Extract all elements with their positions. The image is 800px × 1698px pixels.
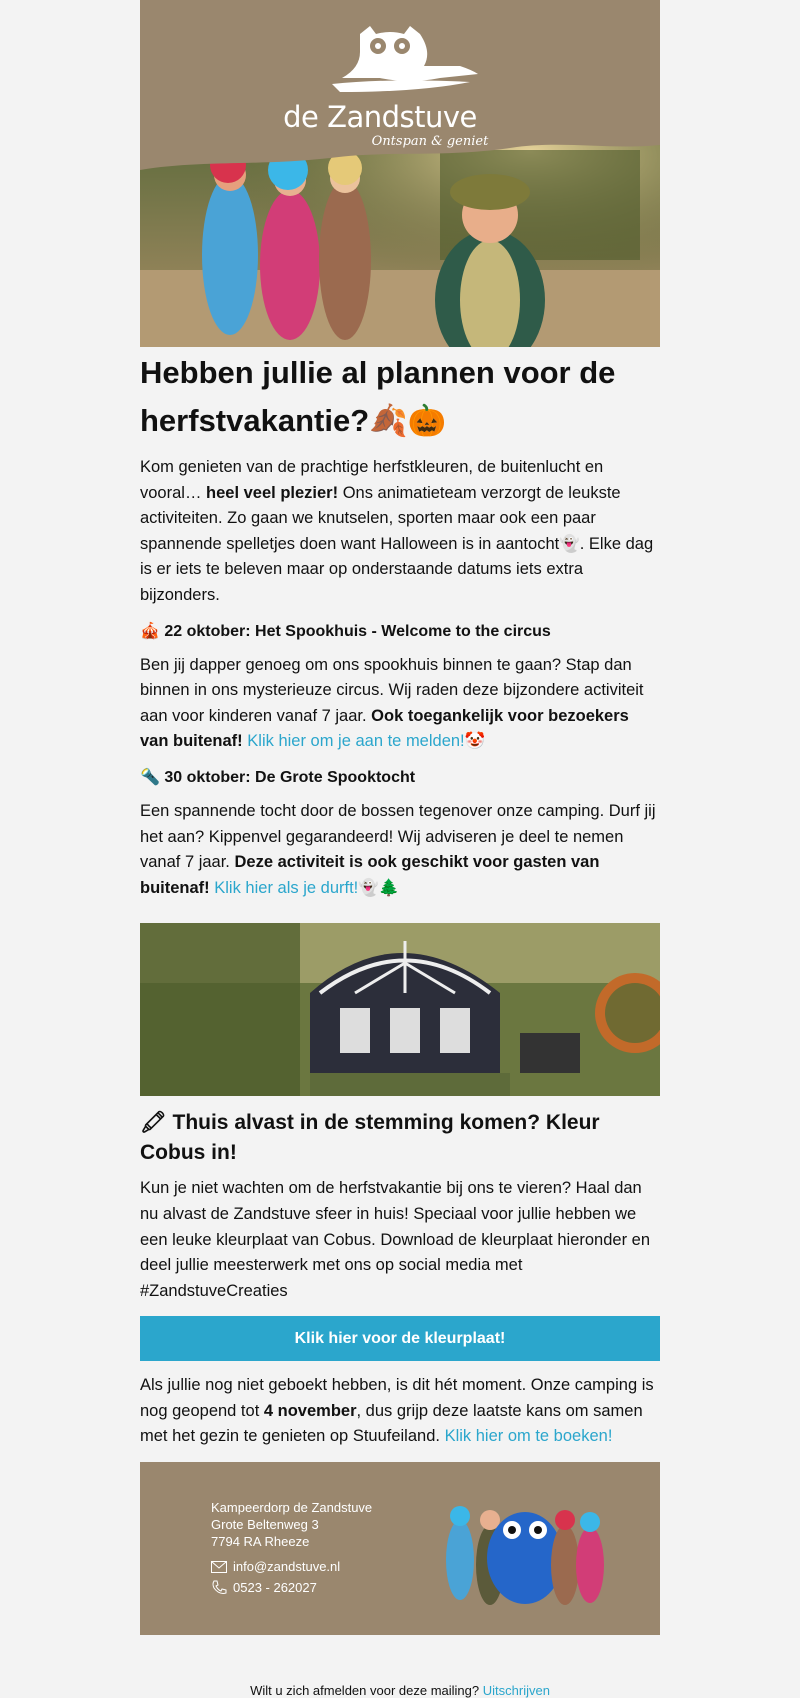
booking-date: 4 november [263, 1401, 357, 1420]
phone-icon [211, 1580, 227, 1596]
unsubscribe-row [140, 1683, 660, 1698]
coloring-paragraph: Kun je niet wachten om de herfstvakantie bij ons te vieren? Haal dan nu alvast de Zandstuve sfeer in huis! Speciaal voor jullie hebben we een leuke kleurplaat van Cobus. Download de kleurplaat hieronder en deel jullie meesterwerk met ons op social media met #ZandstuveCreaties [140, 1179, 651, 1300]
event-bold: Ook toegankelijk voor bezoekers van buitenaf! [140, 706, 629, 751]
intro-paragraph [140, 455, 660, 609]
brand-tagline: Ontspan & geniet [371, 134, 489, 149]
contact-info [211, 1499, 372, 1596]
unsubscribe-text: Wilt u zich afmelden voor deze mailing? [250, 1683, 480, 1698]
page-title: Hebben jullie al plannen voor de herfstvakantie?🍂🎃 [140, 355, 616, 438]
signup-link[interactable]: Klik hier om je aan te melden! [247, 732, 465, 751]
intro-text-a: Kom genieten van de prachtige herfstkleuren, de buitenlucht en vooral… [140, 458, 604, 502]
event-text: Ben jij dapper genoeg om ons spookhuis binnen te gaan? Stap dan binnen in ons mysterieuze circus. Wij raden deze bijzondere activiteit aan voor kinderen vanaf 7 jaar. [140, 655, 644, 725]
event-text: Een spannende tocht door de bossen tegenover onze camping. Durf jij het aan? Kippenvel gegarandeerd! Wij adviseren je deel te nemen vanaf 7 jaar. [140, 801, 656, 872]
contact-company: Kampeerdorp de Zandstuve [211, 1500, 373, 1516]
coloring-title: 🖍 Thuis alvast in de stemming komen? Kleur Cobus in! [140, 1111, 600, 1165]
event-tail: 🤡 [464, 732, 486, 751]
contact-card [140, 1462, 660, 1635]
contact-phone-row[interactable] [211, 1579, 372, 1596]
contact-city: 7794 RA Rheeze [211, 1534, 310, 1550]
dare-link[interactable]: Klik hier als je durft!👻🌲 [214, 878, 400, 897]
header-hero [140, 0, 660, 347]
email-content [140, 349, 660, 1635]
event-bold: Deze activiteit is ook geschikt voor gasten van buitenaf! [140, 853, 600, 897]
mascots-image [430, 1480, 610, 1620]
booking-text-b: , dus grijp deze laatste kans om samen met het gezin te genieten op Stuufeiland. [140, 1401, 643, 1446]
brand-name: de Zandstuve [283, 100, 477, 134]
email-container [140, 0, 660, 1698]
coloring-download-button[interactable]: Klik hier voor de kleurplaat! [140, 1316, 660, 1361]
book-link[interactable]: Klik hier om te boeken! [444, 1427, 613, 1446]
event-title-spooktocht: 🔦 30 oktober: De Grote Spooktocht [140, 768, 416, 786]
contact-email: info@zandstuve.nl [233, 1559, 341, 1575]
intro-text-c: Ons animatieteam verzorgt de leukste activiteiten. Zo gaan we knutselen, sporten maar ook een paar spannende spelletjes doen want Halloween is in aantocht👻. Elke dag is er iets te beleven maar op onderstaande datums iets extra bijzonders. [140, 483, 654, 604]
event-paragraph-spooktocht [140, 799, 660, 901]
event-paragraph-spookhuis [140, 653, 660, 755]
cabin-photo [140, 923, 660, 1096]
contact-phone: 0523 - 262027 [233, 1580, 317, 1596]
intro-text-bold: heel veel plezier! [206, 483, 339, 502]
brand-logo[interactable] [140, 22, 660, 149]
contact-street: Grote Beltenweg 3 [211, 1517, 319, 1533]
mail-icon [211, 1561, 227, 1573]
event-title-spookhuis: 🎪 22 oktober: Het Spookhuis - Welcome to the circus [140, 622, 551, 640]
booking-text-a: Als jullie nog niet geboekt hebben, is dit hét moment. Onze camping is nog geopend tot [140, 1376, 654, 1420]
contact-email-row[interactable] [211, 1558, 372, 1575]
unsubscribe-link[interactable]: Uitschrijven [482, 1683, 550, 1698]
owl-logo-icon [320, 22, 480, 104]
booking-paragraph [140, 1373, 660, 1450]
